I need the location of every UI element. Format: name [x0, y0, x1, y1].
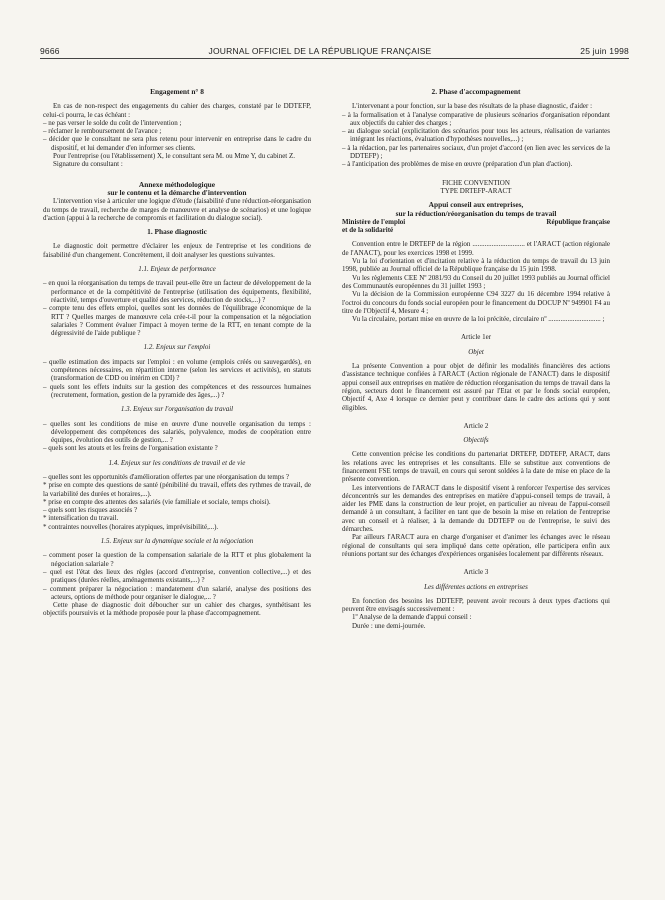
list-item: – comment préparer la négociation : mandatement d'un salarié, analyse des positions des acteurs, options de méthode pour organiser le dialogue,... ? [43, 584, 311, 601]
phase1-title: 1. Phase diagnostic [147, 227, 207, 237]
list-item: – à la rédaction, par les partenaires sociaux, d'un projet d'accord (en lien avec les services de la DDTEFP) ; [342, 143, 610, 161]
list-item: – quels sont les risques associés ? [43, 506, 138, 515]
article-2-paragraph: Par ailleurs l'ARACT aura en charge d'organiser et d'animer les échanges avec le réseau régional de consultants qui sera impliqué dans cette opération, elle participera enfin aux réunions portant sur des échanges d'expériences organisées localement par différents réseaux. [342, 533, 610, 558]
article-3-paragraph: En fonction des besoins les DDTEFP, peuvent avoir recours à deux types d'actions qui peuvent être envisagés successivement : [342, 596, 610, 614]
list-item: – quels sont les atouts et les freins de l'organisation existante ? [43, 444, 218, 453]
article-1-text: La présente Convention a pour objet de définir les modalités financières des actions d'assistance technique confiées à l'ARACT (Action régionale de l'ANACT) dans le dispositif appui conseil aux entreprises en matière de réduction réorganisation du temps de travail dans la région, secteurs dont le financement est assuré par l'Etat et par le fonds social européen, Objectif 4, Axe 4 lorsque ce dernier peut y contribuer dans le cadre des actions qui y sont éligibles. [342, 362, 610, 412]
section-1-4-title: 1.4. Enjeux sur les conditions de travail et de vie [108, 458, 246, 467]
list-item: * intensification du travail. [43, 514, 119, 523]
ministere-row [342, 218, 610, 226]
engagement-title: Engagement n° 8 [150, 87, 204, 96]
list-item: * contraintes nouvelles (horaires atypiques, imprévisibilité,...). [43, 522, 219, 531]
header-rule [40, 58, 629, 59]
convention-line: Vu les règlements CEE Nº 2081/93 du Conseil du 20 juillet 1993 publiés au Journal officiel des Communautés européennes du 31 juillet 1993 ; [342, 273, 610, 290]
engagement-intro: En cas de non-respect des engagements du cahier des charges, constaté par le DDTEFP, celui-ci pourra, le cas échéant : [43, 102, 311, 119]
right-column [342, 88, 610, 630]
list-item: * prise en compte des attentes des salariés (vie familiale et sociale, temps choisi). [43, 497, 271, 506]
article-3-title: Article 3 [463, 568, 489, 577]
ministere: Ministère de l'emploi [342, 217, 406, 226]
article-2-paragraph: Cette convention précise les conditions du partenariat DRTEFP, DDTEFP, ARACT, dans les relations avec les entreprises et les consultants. Elle se substitue aux conventions de financement FSE temps de travail, en cours qui seront soldées à la date de mise en place de la présente convention. [342, 450, 610, 484]
convention-line: Convention entre le DRTEFP de la région .............................. et l'ARACT (action régionale de l'ANACT), pour les exercices 1998 et 1999. [342, 240, 610, 257]
page-number: 9666 [40, 46, 60, 56]
list-item: * prise en compte des questions de santé (pénibilité du travail, effets des rythmes de travail, de la variabilité des durées et horaires,...). [43, 481, 311, 498]
engagement-for: Pour l'entreprise (ou l'établissement) X, le consultant sera M. ou Mme Y, du cabinet Z. [53, 152, 296, 161]
convention-line: Vu la décision de la Commission européenne C94 3227 du 16 décembre 1994 relative à l'octroi du concours du fonds social européen pour le financement du DOCUP Nº 949901 F4 au titre de l'Objectif 4, Mesure 4 ; [342, 290, 610, 315]
section-1-3-title: 1.3. Enjeux sur l'organisation du travail [120, 405, 234, 414]
article-3-paragraph: 1º Analyse de la demande d'appui conseil : [352, 613, 472, 622]
appui-subtitle: sur la réduction/réorganisation du temps de travail [395, 208, 557, 218]
phase2-title: 2. Phase d'accompagnement [431, 87, 521, 96]
appui-title: Appui conseil aux entreprises, [428, 200, 524, 210]
list-item: – quelle estimation des impacts sur l'emploi : en volume (emplois créés ou sauvegardés), en compétences nécessaires, en répartition interne (selon les services et activités), en statuts (transformation de CDD ou intérim en CDI) ? [43, 357, 311, 383]
phase1-closing: Cette phase de diagnostic doit déboucher sur un cahier des charges, synthétisant les objectifs poursuivis et la méthode proposée pour la phase d'accompagnement. [43, 601, 311, 618]
ministere-line-2: et de la solidarité [342, 226, 394, 235]
article-2-title: Article 2 [463, 421, 489, 430]
article-2-paragraph: Les interventions de l'ARACT dans le dispositif visent à renforcer l'expertise des services déconcentrés sur les demandes des entreprises en matière d'appui-conseil temps de travail, à aider les PME dans la construction de leur projet, en particulier au niveau de l'appui-conseil demandé à un consultant, à faciliter en tant que de besoin la mise en relation de l'entreprise avec un conseil et à réaliser, à la demande du DDTEFP ou de l'entreprise, le suivi des démarches. [342, 483, 610, 534]
list-item: – quelles sont les opportunités d'amélioration offertes par une réorganisation du temps ? [43, 472, 289, 481]
list-item: – quel est l'état des lieux des règles (accord d'entreprise, convention collective,...) et des pratiques (durées réelles, aménagements existants,...) ? [43, 567, 311, 585]
running-header [40, 46, 629, 56]
annexe-intro: L'intervention vise à articuler une logique d'étude (faisabilité d'une réduction-réorganisation du temps de travail, recherche de marges de manœuvre et analyse de scénarios) et une logique d'action (appui à la recherche de compromis et facilitation du dialogue social). [43, 197, 311, 222]
section-1-5-title: 1.5. Enjeux sur la dynamique sociale et la négociation [100, 537, 254, 546]
phase1-intro: Le diagnostic doit permettre d'éclairer les enjeux de l'entreprise et les conditions de faisabilité d'un changement. Concrètement, il doit analyser les questions suivantes. [43, 242, 311, 259]
article-3-subtitle: Les différentes actions en entreprises [424, 582, 528, 591]
engagement-item: – ne pas verser le solde du coût de l'intervention ; [43, 118, 182, 127]
article-3-paragraph: Durée : une demi-journée. [352, 621, 426, 630]
list-item: – comment poser la question de la compensation salariale de la RTT et plus globalement la négociation salariale ? [43, 551, 311, 568]
journal-title: JOURNAL OFFICIEL DE LA RÉPUBLIQUE FRANÇAISE [208, 46, 432, 56]
section-1-1-title: 1.1. Enjeux de performance [138, 265, 216, 274]
list-item: – à la formalisation et à l'analyse comparative de plusieurs scénarios d'organisation répondant aux objectifs du cahier des charges ; [342, 110, 610, 127]
republique: République française [546, 217, 610, 226]
fiche-convention: FICHE CONVENTION [442, 178, 510, 187]
article-1-title: Article 1er [460, 333, 492, 342]
article-2-subtitle: Objectifs [463, 436, 489, 445]
engagement-item: – décider que le consultant ne sera plus retenu pour intervenir en entreprise dans le cadre du dispositif, et lui demander d'en informer ses clients. [43, 135, 311, 152]
article-1-subtitle: Objet [468, 347, 484, 356]
engagement-item: – réclamer le remboursement de l'avance ; [43, 127, 162, 136]
engagement-signature: Signature du consultant : [53, 160, 123, 169]
left-column [43, 88, 311, 618]
convention-line: Vu la circulaire, portant mise en œuvre de la loi précitée, circulaire nº .............................. ; [352, 315, 605, 324]
fiche-type: TYPE DRTEFP-ARACT [440, 186, 512, 195]
annexe-title: Annexe méthodologique [138, 179, 216, 189]
convention-line: Vu la loi d'orientation et d'incitation relative à la réduction du temps de travail du 13 juin 1998, publiée au Journal officiel de la République française du 15 juin 1998. [342, 257, 610, 274]
list-item: – à l'anticipation des problèmes de mise en œuvre (préparation d'un plan d'action). [342, 160, 573, 169]
list-item: – compte tenu des effets emploi, quelles sont les données de l'équilibrage économique de la RTT ? Quelles marges de manœuvre cela crée-t-il pour la compensation et la négociation salariales ? Comment évaluer l'impact à moyen terme de la RTT, en tenant compte de la dégressivité de l'aide publique ? [43, 304, 311, 338]
list-item: – en quoi la réorganisation du temps de travail peut-elle être un facteur de développement de la performance et de la compétitivité de l'entreprise (utilisation des équipements, flexibilité, réactivité, temps d'ouverture et qualité des services, réduction de stocks,...) ? [43, 279, 311, 304]
issue-date: 25 juin 1998 [580, 46, 629, 56]
list-item: – quels sont les effets induits sur la gestion des compétences et des ressources humaines (recrutement, formation, gestion de la pyramide des âges,...) ? [43, 382, 311, 399]
section-1-2-title: 1.2. Enjeux sur l'emploi [143, 343, 211, 352]
phase2-intro: L'intervenant a pour fonction, sur la base des résultats de la phase diagnostic, d'aider : [352, 102, 593, 111]
annexe-subtitle: sur le contenu et la démarche d'intervention [107, 187, 247, 197]
list-item: – quelles sont les conditions de mise en œuvre d'une nouvelle organisation du temps : développement des compétences des salariés, polyvalence, modes de coopération entre équipes, évolution des outils de gestion,... ? [43, 419, 311, 445]
list-item: – au dialogue social (explicitation des scénarios pour tous les acteurs, réalisation de variantes intégrant les réactions, évaluation d'hypothèses nouvelles,...) ; [342, 127, 610, 144]
